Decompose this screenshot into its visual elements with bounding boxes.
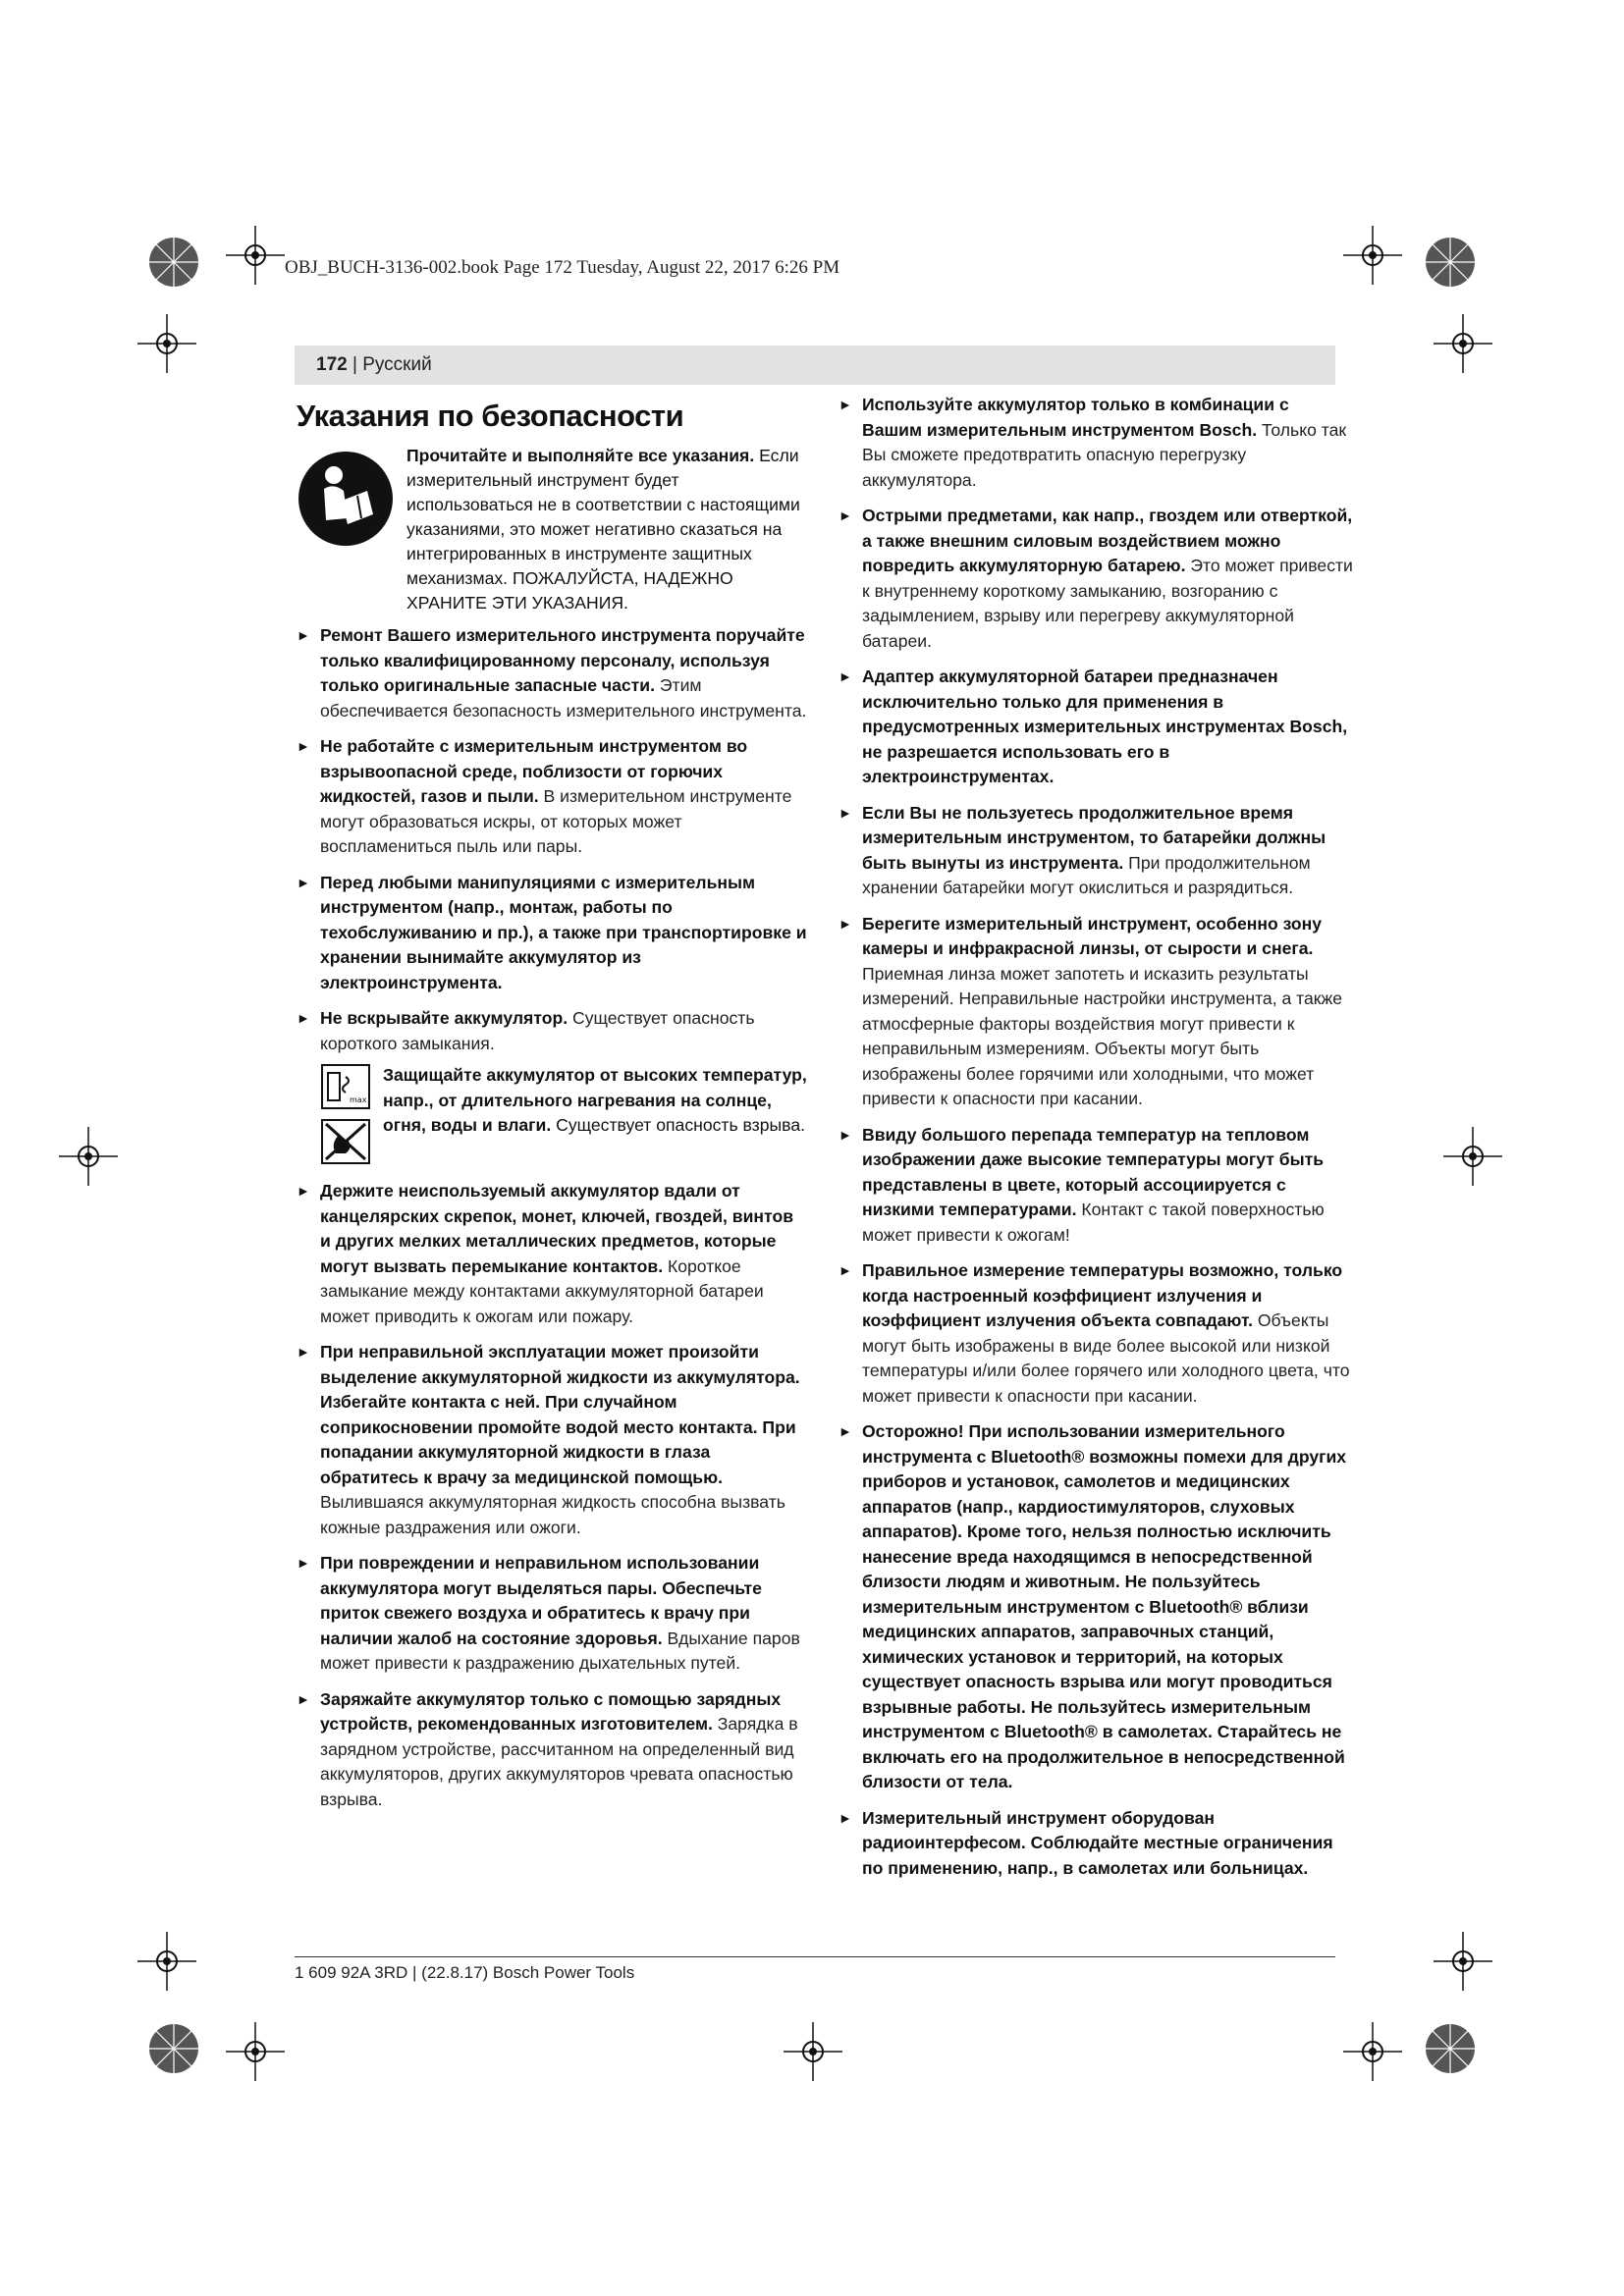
list-item: ► Острыми предметами, как напр., гвоздем или отверткой, а также внешним силовым воздействием можно повредить аккумуляторную батарею. Это может привести к внутреннему короткому замыканию, возгоранию с задымлением, взрыву или перегреву аккумуляторной батареи.	[839, 506, 1353, 651]
bullet-icon: ►	[297, 1183, 310, 1199]
bullet-icon: ►	[839, 915, 852, 932]
crop-mark-icon	[1343, 226, 1402, 285]
right-column	[839, 393, 1353, 1892]
list-item: ► Не вскрывайте аккумулятор. Существует опасность короткого замыкания.	[297, 1008, 755, 1053]
list-item: ► Берегите измерительный инструмент, особенно зону камеры и инфракрасной линзы, от сырости и снега. Приемная линза может запотеть и исказить результаты измерений. Неправильные настройки инструмента, а также атмосферные факторы воздействия могут привести к неправильным измерениям. Объекты могут быть изображены более горячими или холодными, что может привести к опасности при касании.	[839, 913, 1343, 1108]
list-item: ► Измерительный инструмент оборудован радиоинтерфесом. Соблюдайте местные ограничения по применению, напр., в самолетах или больницах.	[839, 1807, 1333, 1878]
heat-protection-icon	[320, 1063, 371, 1110]
crop-mark-icon	[137, 314, 196, 373]
intro-body: Если измерительный инструмент будет использоваться не в соответствии с настоящими указаниями, это может негативно сказаться на интегрированных в инструменте защитных механизмах. ПОЖАЛУЙСТА, НАДЕЖНО ХРАНИТЕ ЭТИ УКАЗАНИЯ.	[406, 446, 800, 613]
intro-text	[406, 444, 807, 615]
registration-mark-icon	[147, 236, 200, 289]
bullet-icon: ►	[297, 627, 310, 643]
fire-water-prohibited-icon	[320, 1118, 371, 1165]
list-item: ► При повреждении и неправильном использовании аккумулятора могут выделяться пары. Обеспечьте приток свежего воздуха и обратитесь к врачу при наличии жалоб на состояние здоровья. Вдыхание паров может привести к раздражению дыхательных путей.	[297, 1553, 800, 1673]
list-item: ► Заряжайте аккумулятор только с помощью зарядных устройств, рекомендованных изготовителем. Зарядка в зарядном устройстве, рассчитанном на определенный вид аккумуляторов, других аккумуляторов чревата опасностью взрыва.	[297, 1688, 798, 1809]
bullet-icon: ►	[839, 1423, 852, 1439]
crop-mark-icon	[784, 2022, 842, 2081]
crop-mark-icon	[1434, 1932, 1492, 1991]
bullet-icon: ►	[297, 1555, 310, 1571]
list-item: ► Адаптер аккумуляторной батареи предназначен исключительно только для применения в предусмотренных измерительных инструментах Bosch, не разрешается использовать его в электроинструментах.	[839, 667, 1348, 786]
crop-mark-icon	[1343, 2022, 1402, 2081]
list-item: ► Держите неиспользуемый аккумулятор вдали от канцелярских скрепок, монет, ключей, гвоздей, винтов и других мелких металлических предметов, которые могут вызвать перемыкание контактов. Короткое замыкание между контактами аккумуляторной батареи может приводить к ожогам или пожару.	[297, 1181, 794, 1326]
bullet-icon: ►	[297, 1010, 310, 1026]
page-header	[316, 354, 432, 376]
heat-warning	[320, 1063, 807, 1165]
footer-rule	[295, 1956, 1335, 1957]
list-item: ► Перед любыми манипуляциями с измерительным инструментом (напр., монтаж, работы по техобслуживанию и пр.), а также при транспортировке и хранении вынимайте аккумулятор из электроинструмента.	[297, 872, 807, 992]
list-item: ► Ввиду большого перепада температур на тепловом изображении даже высокие температуры могут быть представлены в цвете, который ассоциируется с низкими температурами. Контакт с такой поверхностью может привести к ожогам!	[839, 1124, 1325, 1245]
left-column	[297, 393, 807, 1823]
bullet-icon: ►	[297, 738, 310, 754]
list-item: ► Не работайте с измерительным инструментом во взрывоопасной среде, поблизости от горючих жидкостей, газов и пыли. В измерительном инструменте могут образоваться искры, от которых может воспламениться пыль или пары.	[297, 736, 792, 856]
intro-lead: Прочитайте и выполняйте все указания.	[406, 446, 755, 465]
intro-block	[297, 444, 807, 615]
list-item: ► Правильное измерение температуры возможно, только когда настроенный коэффициент излучения и коэффициент излучения объекта совпадают. Объекты могут быть изображены в виде более высокой или низкой температуры и/или более горячего или холодного цвета, что может привести к опасности при касании.	[839, 1260, 1350, 1406]
warning-icons	[320, 1063, 373, 1165]
list-item: ► Используйте аккумулятор только в комбинации с Вашим измерительным инструментом Bosch. Только так Вы сможете предотвратить опасную перегрузку аккумулятора.	[839, 395, 1347, 490]
bullet-icon: ►	[839, 507, 852, 523]
bullet-icon: ►	[839, 1126, 852, 1143]
bullet-icon: ►	[839, 397, 852, 412]
header-separator: |	[347, 354, 363, 375]
crop-mark-icon	[1434, 314, 1492, 373]
header-language: Русский	[362, 354, 432, 375]
bullet-icon: ►	[297, 1690, 310, 1707]
heat-warning-text: Защищайте аккумулятор от высоких температур, напр., от длительного нагревания на солнце, огня, воды и влаги. Существует опасность взрыва.	[383, 1065, 807, 1135]
registration-mark-icon	[1424, 2022, 1477, 2075]
crop-mark-icon	[226, 226, 285, 285]
bullet-icon: ►	[839, 1262, 852, 1278]
bullet-icon: ►	[839, 1809, 852, 1826]
crop-mark-icon	[1443, 1127, 1502, 1186]
page-number: 172	[316, 354, 348, 375]
crop-mark-icon	[59, 1127, 118, 1186]
page-footer: 1 609 92A 3RD | (22.8.17) Bosch Power Tools	[295, 1963, 635, 1982]
section-title: Указания по безопасности	[297, 399, 684, 433]
bullet-icon: ►	[839, 668, 852, 684]
page-header-bar	[295, 346, 1335, 385]
list-item: ► При неправильной эксплуатации может произойти выделение аккумуляторной жидкости из аккумулятора. Избегайте контакта с ней. При случайном соприкосновении промойте водой место контакта. При попадании аккумуляторной жидкости в глаза обратитесь к врачу за медицинской помощью. Вылившаяся аккумуляторная жидкость способна вызвать кожные раздражения или ожоги.	[297, 1342, 800, 1537]
registration-mark-icon	[1424, 236, 1477, 289]
svg-text:max: max	[350, 1095, 367, 1104]
list-item: ► Осторожно! При использовании измерительного инструмента с Bluetooth® возможны помехи для других приборов и установок, самолетов и медицинских аппаратов (напр., кардиостимуляторов, слуховых аппаратов). Кроме того, нельзя полностью исключить нанесение вреда находящимся в непосредственной близости людям и животным. Не пользуйтесь измерительным инструментом с Bluetooth® вблизи медицинских аппаратов, заправочных станций, химических установок и территорий, на которых существует опасность взрыва или могут проводиться взрывные работы. Не пользуйтесь измерительным инструментом с Bluetooth® в самолетах. Старайтесь не включать его на продолжительное в непосредственной близости от тела.	[839, 1421, 1347, 1791]
read-manual-icon	[297, 444, 395, 615]
print-slug: OBJ_BUCH-3136-002.book Page 172 Tuesday, August 22, 2017 6:26 PM	[285, 257, 840, 278]
bullet-icon: ►	[297, 1344, 310, 1360]
list-item: ► Ремонт Вашего измерительного инструмента поручайте только квалифицированному персоналу, используя только оригинальные запасные части. Этим обеспечивается безопасность измерительного инструмента.	[297, 625, 807, 721]
bullet-icon: ►	[839, 804, 852, 821]
registration-mark-icon	[147, 2022, 200, 2075]
bullet-icon: ►	[297, 874, 310, 890]
crop-mark-icon	[226, 2022, 285, 2081]
crop-mark-icon	[137, 1932, 196, 1991]
list-item: ► Если Вы не пользуетесь продолжительное время измерительным инструментом, то батарейки должны быть вынуты из инструмента. При продолжительном хранении батарейки могут окислиться и разрядиться.	[839, 802, 1326, 897]
